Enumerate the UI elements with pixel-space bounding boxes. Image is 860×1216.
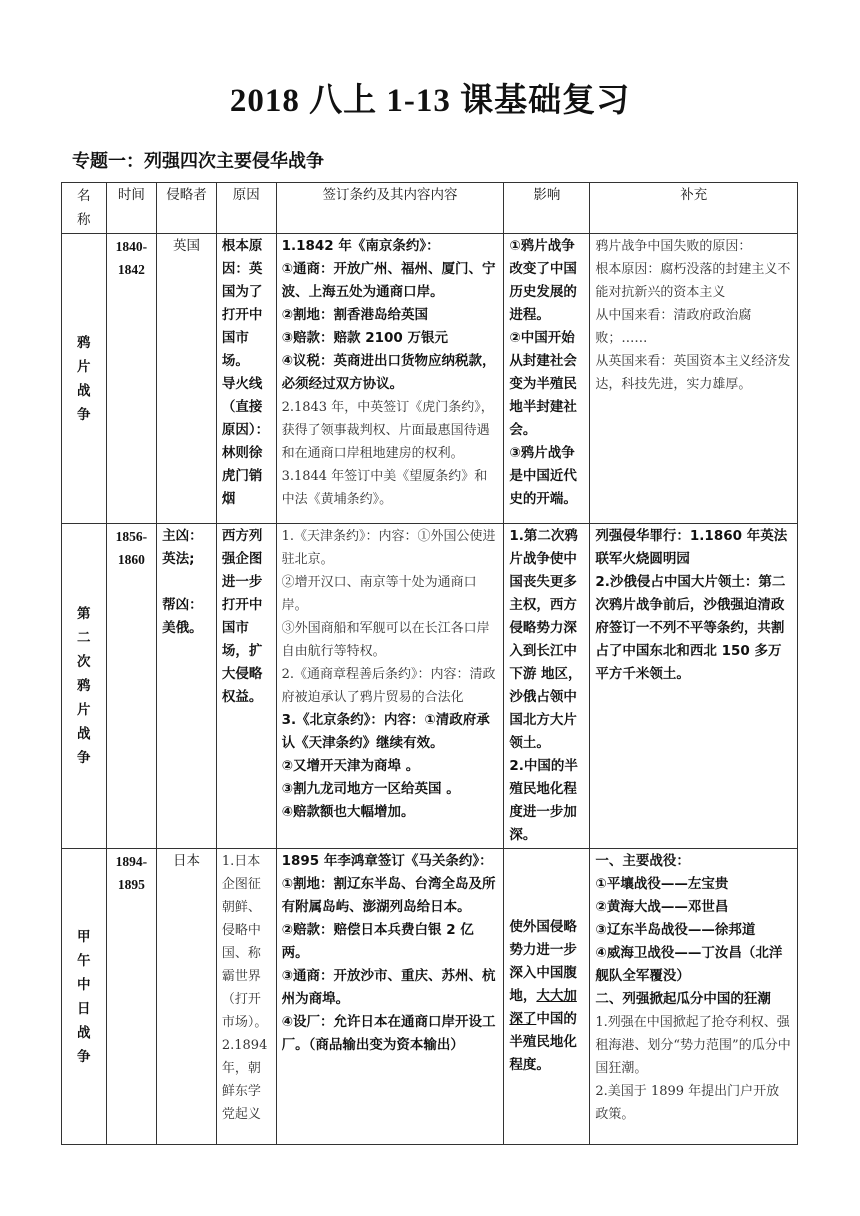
war-extra-cell: 鸦片战争中国失败的原因： 根本原因：腐朽没落的封建主义不能对抗新兴的资本主义 从中国来看：清政府政治腐败；…… 从英国来看：英国资本主义经济发达，科技先进，实力雄厚。 xyxy=(590,234,798,524)
header-extra: 补充 xyxy=(590,183,798,234)
war-reason-cell: 西方列强企图进一步打开中国市场，扩大侵略权益。 xyxy=(216,524,276,849)
war-name-cell: 鸦片战争 xyxy=(62,234,107,524)
impact-text: 使外国侵略势力进一步深入中国腹地， xyxy=(509,919,577,1004)
table-header-row xyxy=(62,183,798,234)
war-treaty-cell: 1895 年李鸿章签订《马关条约》： ①割地：割辽东半岛、台湾全岛及所有附属岛屿、澎湖列岛给日本。 ②赔款：赔偿日本兵费白银 2 亿两。 ③通商：开放沙市、重庆、苏州、杭州为商埠。 ④设厂：允许日本在通商口岸开设工厂。（商品输出变为资本输出） xyxy=(276,849,504,1145)
war-impact-cell: 1.第二次鸦片战争使中国丧失更多主权，西方侵略势力深入到长江中下游 地区，沙俄占领中国北方大片领土。 2.中国的半殖民地化程度进一步加深。 xyxy=(504,524,590,849)
extra-main-text: 一、主要战役： ①平壤战役——左宝贵 ②黄海大战——邓世昌 ③辽东半岛战役——徐邦道 ④威海卫战役——丁汝昌（北洋舰队全军覆没） 二、列强掀起瓜分中国的狂潮 xyxy=(595,853,783,1007)
war-time-cell: 1856- 1860 xyxy=(106,524,157,849)
section-subtitle: 专题一：列强四次主要侵华战争 xyxy=(72,151,324,172)
treaty-main-text: 3.《北京条约》：内容：①清政府承认《天津条约》继续有效。 ②又增开天津为商埠 。 ③割九龙司地方一区给英国 。 ④赔款额也大幅增加。 xyxy=(281,712,490,820)
war-reason-cell: 根本原因：英国为了打开中国市场。 导火线（直接原因）：林则徐虎门销烟 xyxy=(216,234,276,524)
impact-text-end: 中国的半殖民地化程度。 xyxy=(509,1011,577,1073)
header-invader: 侵略者 xyxy=(157,183,217,234)
treaty-extra-text: 2.1843 年，中英签订《虎门条约》，获得了领事裁判权、片面最惠国待遇和在通商口岸租地建房的权利。 3.1844 年签订中美《望厦条约》和中法《黄埔条约》。 xyxy=(281,400,494,507)
header-treaty: 签订条约及其内容内容 xyxy=(276,183,504,234)
war-invader-cell: 英国 xyxy=(157,234,217,524)
extra-light-text: 1.列强在中国掀起了抢夺利权、强租海港、划分“势力范围”的瓜分中国狂潮。 2.美国于 1899 年提出门户开放政策。 xyxy=(595,1015,791,1122)
war-time-cell: 1894- 1895 xyxy=(106,849,157,1145)
treaty-main-text: 1.1842 年《南京条约》： ①通商：开放广州、福州、厦门、宁波、上海五处为通商口岸。 ②割地：割香港岛给英国 ③赔款：赔款 2100 万银元 ④议税：英商进出口货物应纳税款，必须经过双方协议。 xyxy=(281,238,496,392)
table-row xyxy=(62,849,798,1145)
war-name-cell: 第二次鸦片战争 xyxy=(62,524,107,849)
war-time-cell: 1840- 1842 xyxy=(106,234,157,524)
war-treaty-cell xyxy=(276,524,504,849)
war-treaty-cell xyxy=(276,234,504,524)
war-impact-cell xyxy=(504,849,590,1145)
war-reason-cell: 1.日本企图征朝鲜、侵略中国、称霸世界（打开市场）。 2.1894 年，朝鲜东学党起义 xyxy=(216,849,276,1145)
war-extra-cell xyxy=(590,849,798,1145)
header-impact: 影响 xyxy=(504,183,590,234)
header-reason: 原因 xyxy=(216,183,276,234)
war-name-cell: 甲午中日战争 xyxy=(62,849,107,1145)
war-impact-cell: ①鸦片战争改变了中国历史发展的进程。 ②中国开始从封建社会变为半殖民地半封建社会。 ③鸦片战争是中国近代史的开端。 xyxy=(504,234,590,524)
header-time: 时间 xyxy=(106,183,157,234)
war-extra-cell: 列强侵华罪行：1.1860 年英法联军火烧圆明园 2.沙俄侵占中国大片领土：第二次鸦片战争前后，沙俄强迫清政府签订一不列不平等条约，共割占了中国东北和西北 150 多万平方千米领土。 xyxy=(590,524,798,849)
war-invader-cell: 主凶：英法; 帮凶：美俄。 xyxy=(157,524,217,849)
header-name: 名称 xyxy=(62,183,107,234)
treaty-extra-text: 1.《天津条约》：内容：①外国公使进驻北京。 ②增开汉口、南京等十处为通商口岸。 ③外国商船和军舰可以在长江各口岸自由航行等特权。 2.《通商章程善后条约》：内容：清政府被迫承认了鸦片贸易的合法化 xyxy=(281,529,496,705)
table-row xyxy=(62,524,798,849)
war-invader-cell: 日本 xyxy=(157,849,217,1145)
table-row xyxy=(62,234,798,524)
war-table xyxy=(61,182,798,1145)
impact-underlined-text: 大大加深了 xyxy=(509,988,577,1027)
page-title: 2018 八上 1-13 课基础复习 xyxy=(229,83,631,119)
